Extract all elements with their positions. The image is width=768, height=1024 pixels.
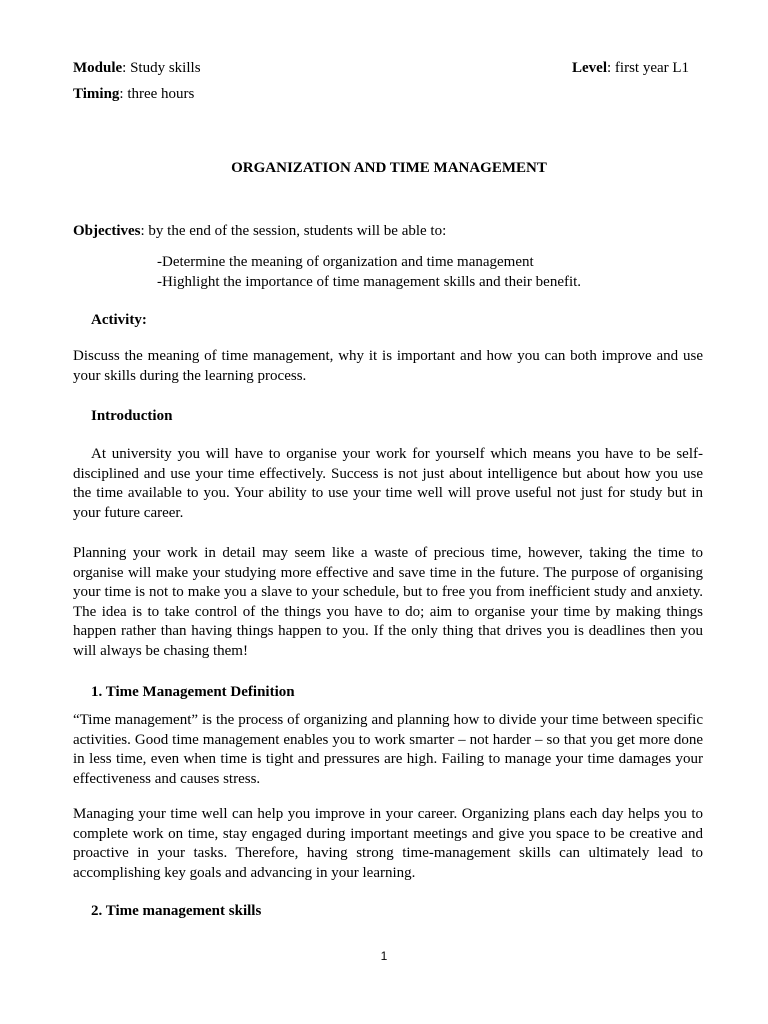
level-value: : first year L1: [607, 60, 690, 76]
timing-line: [73, 85, 194, 104]
objectives-intro: : by the end of the session, students will be able to:: [140, 223, 447, 239]
objectives-label: Objectives: [73, 223, 141, 239]
activity-text: Discuss the meaning of time management, why it is important and how you can both improve and use your skills during the learning process.: [73, 348, 703, 384]
introduction-paragraph-1: At university you will have to organise your work for yourself which means you have to be self-disciplined and use your time effectively. Success is not just about intelligence but about how you use the time available to you. Your ability to use your time well will prove useful not just for study but in your future career.: [73, 446, 703, 521]
level-line: [572, 59, 689, 78]
section1-paragraph-2: Managing your time well can help you improve in your career. Organizing plans each day helps you to complete work on time, stay engaged during important meetings and give you space to be creative and proactive in your tasks. Therefore, having strong time-management skills can ultimately lead to accomplishing key goals and advancing in your learning.: [73, 806, 703, 881]
timing-value: : three hours: [119, 86, 195, 102]
introduction-paragraph-2: Planning your work in detail may seem like a waste of precious time, however, taking the time to organise will make your studying more effective and save time in the future. The purpose of organising your time is not to make you a slave to your schedule, but to free you from inefficient study and anxiety. The idea is to take control of the things you have to do; aim to organise your time by making things happen rather than having things happen to you. If the only thing that drives you is deadlines then you will always be chasing them!: [73, 545, 703, 659]
module-value: : Study skills: [122, 60, 201, 76]
objective-item-1: -Determine the meaning of organization and time management: [157, 254, 534, 270]
objective-item-2: -Highlight the importance of time management skills and their benefit.: [157, 274, 582, 290]
introduction-heading: Introduction: [91, 408, 173, 424]
module-line: [73, 59, 201, 78]
level-label: Level: [572, 60, 607, 76]
section2-heading: 2. Time management skills: [91, 903, 262, 919]
section1-paragraph-1: “Time management” is the process of organizing and planning how to divide your time between specific activities. Good time management enables you to work smarter – not harder – so that you get more done in less time, even when time is tight and pressures are high. Failing to manage your time damages your effectiveness and causes stress.: [73, 712, 703, 787]
page-number: 1: [380, 949, 388, 963]
timing-label: Timing: [73, 86, 120, 102]
page-title: ORGANIZATION AND TIME MANAGEMENT: [231, 160, 547, 176]
module-label: Module: [73, 60, 123, 76]
objectives-line: [73, 222, 446, 241]
section1-heading: 1. Time Management Definition: [91, 684, 295, 700]
activity-heading: Activity:: [91, 312, 147, 328]
